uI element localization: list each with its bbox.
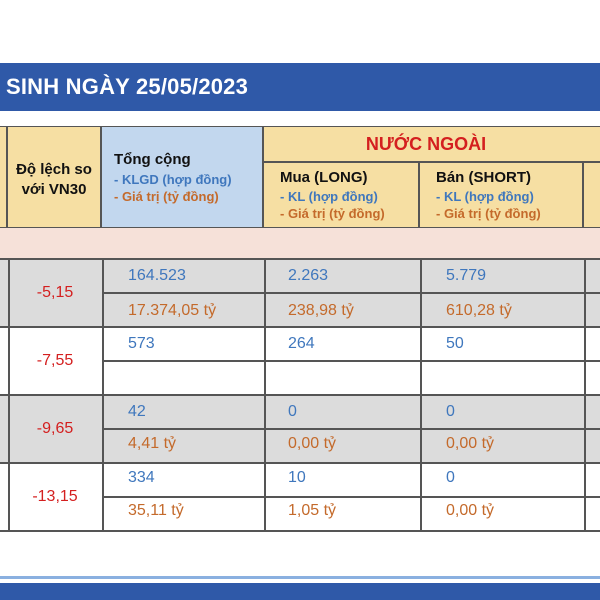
- header-foreign: [264, 127, 600, 163]
- buy-value: 1,05 tỷ: [288, 502, 337, 519]
- header-deviation-line1: Độ lệch so: [16, 161, 92, 178]
- total-value: 35,11 tỷ: [128, 502, 184, 519]
- header-cell-first: [0, 127, 8, 227]
- buy-volume: 10: [288, 469, 306, 486]
- header-sell-volume-label: - KL (hợp đồng): [436, 189, 534, 204]
- footer-accent-line: [0, 576, 600, 579]
- total-volume: 42: [128, 403, 146, 420]
- sell-volume: 0: [446, 469, 455, 486]
- header-deviation: [8, 127, 102, 227]
- header-foreign-title: NƯỚC NGOÀI: [365, 134, 487, 154]
- table-row: [0, 464, 600, 530]
- sell-volume: 5.779: [446, 267, 487, 284]
- buy-volume: 264: [288, 335, 315, 352]
- footer-band: [0, 583, 600, 600]
- total-volume: 573: [128, 335, 155, 352]
- header-sell: [420, 163, 584, 227]
- sell-value: 0,00 tỷ: [446, 435, 495, 452]
- header-buy: [264, 163, 420, 227]
- buy-volume: 2.263: [288, 267, 329, 284]
- section-band: [0, 228, 600, 258]
- total-volume: 334: [128, 469, 155, 486]
- header-buy-title: Mua (LONG): [280, 169, 368, 186]
- deviation-value: -5,15: [36, 284, 74, 301]
- buy-volume: 0: [288, 403, 297, 420]
- sell-value: 610,28 tỷ: [446, 302, 512, 319]
- deviation-value: -13,15: [32, 488, 78, 505]
- header-deviation-line2: với VN30: [21, 181, 87, 198]
- table-row: [0, 396, 600, 462]
- header-cell-last: [584, 163, 600, 227]
- header-total-title: Tổng cộng: [114, 151, 191, 168]
- deviation-value: -9,65: [36, 420, 74, 437]
- total-volume: 164.523: [128, 267, 186, 284]
- buy-value: 0,00 tỷ: [288, 435, 337, 452]
- header-buy-value-label: - Giá trị (tỷ đồng): [280, 206, 385, 221]
- header-buy-volume-label: - KL (hợp đồng): [280, 189, 378, 204]
- header-total-volume-label: - KLGD (hợp đồng): [114, 172, 232, 187]
- total-value: 4,41 tỷ: [128, 435, 177, 452]
- total-value: 17.374,05 tỷ: [128, 302, 217, 319]
- header-sell-value-label: - Giá trị (tỷ đồng): [436, 206, 541, 221]
- table-bottom-border: [0, 530, 600, 532]
- buy-value: 238,98 tỷ: [288, 302, 354, 319]
- table-row: [0, 328, 600, 394]
- header-sell-title: Bán (SHORT): [436, 169, 531, 186]
- table-header: [0, 127, 600, 227]
- header-total: [102, 127, 264, 227]
- page-title: SINH NGÀY 25/05/2023: [6, 74, 249, 99]
- table-row: [0, 260, 600, 326]
- sell-volume: 0: [446, 403, 455, 420]
- sell-volume: 50: [446, 335, 464, 352]
- page-title-bar: [0, 63, 600, 111]
- sell-value: 0,00 tỷ: [446, 502, 495, 519]
- header-total-value-label: - Giá trị (tỷ đồng): [114, 189, 219, 204]
- deviation-value: -7,55: [36, 352, 74, 369]
